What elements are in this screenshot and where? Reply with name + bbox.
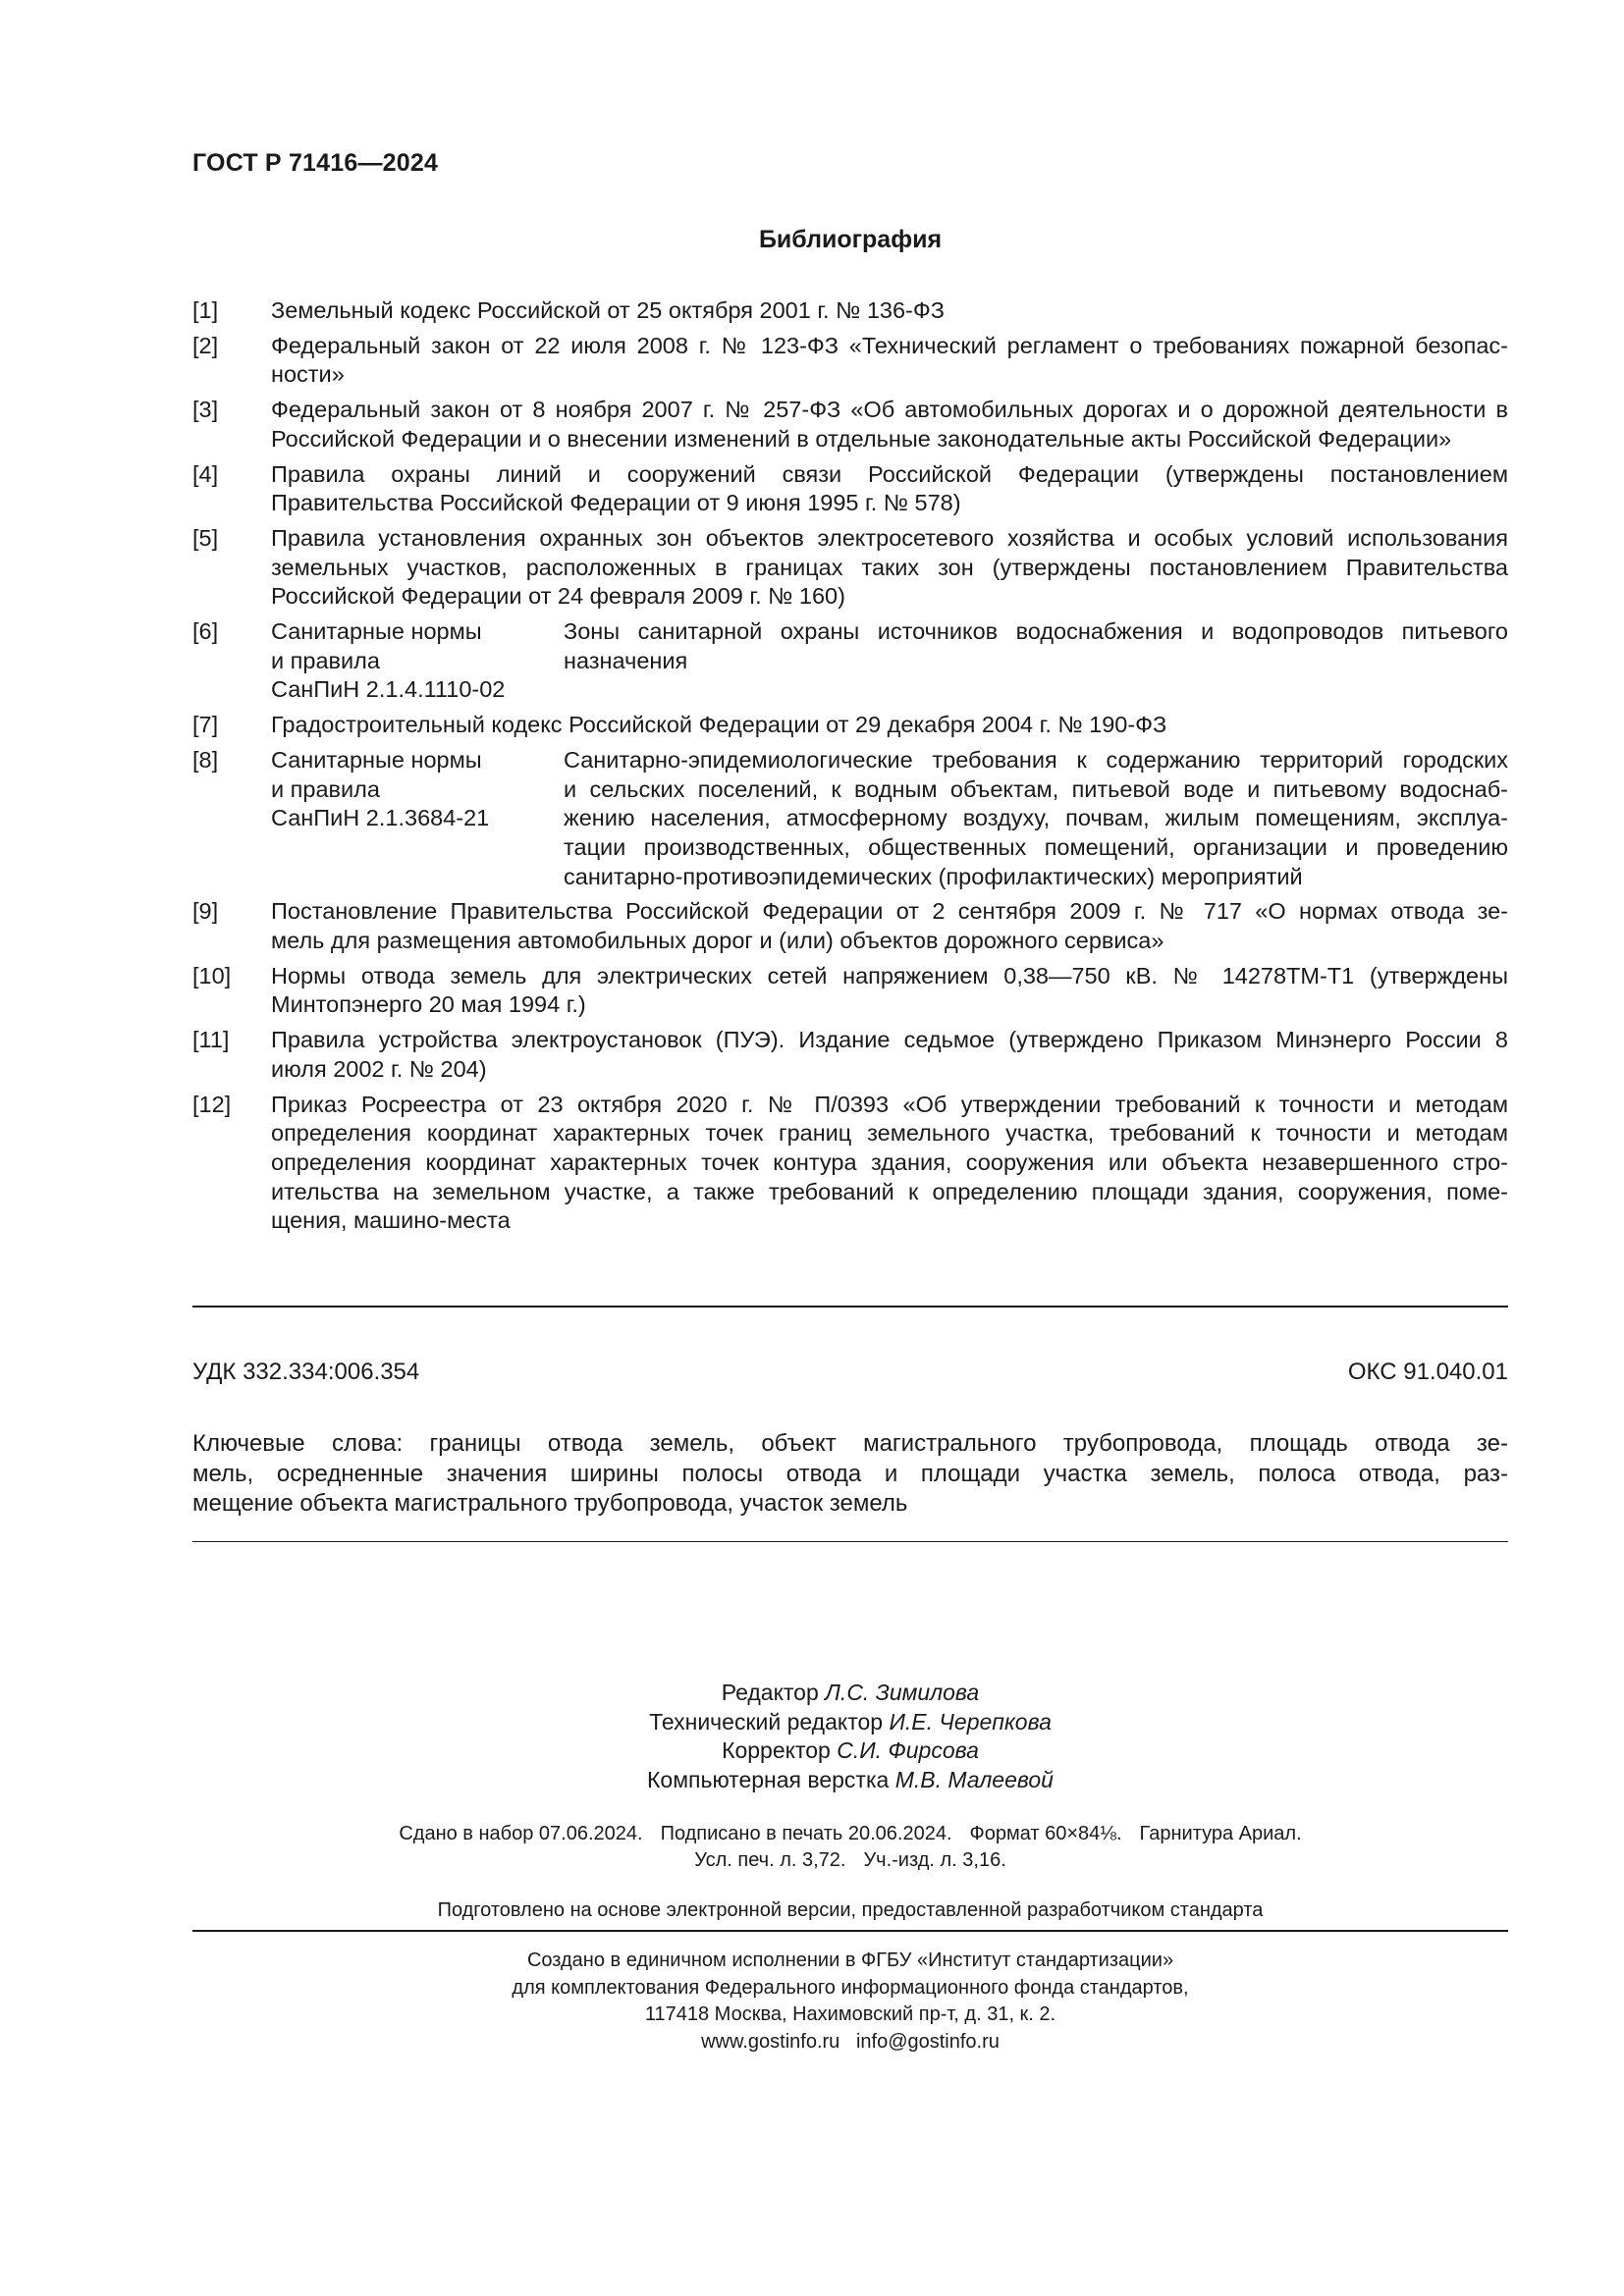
- bibliography-entry-number: [12]: [192, 1091, 232, 1117]
- bibliography-entry-line: Российской Федерации и о внесении изменений в отдельные законодательные акты Российской Федерации»: [271, 425, 1452, 452]
- bibliography-entry-line: мель для размещения автомобильных дорог и (или) объектов дорожного сервиса»: [271, 928, 1164, 954]
- bibliography-title: Библиография: [758, 226, 943, 253]
- bibliography-entry-number: [4]: [192, 460, 219, 487]
- bibliography-entry-text: [271, 1091, 1508, 1237]
- bibliography-entry: [192, 897, 1508, 955]
- bibliography-entry-line: определения координат характерных точек границ земельного участка, требований к точности и методам: [271, 1120, 1508, 1147]
- bibliography-entry-line: Градостроительный кодекс Российской Федерации от 29 декабря 2004 г. № 190-ФЗ: [271, 712, 1167, 738]
- document-code: ГОСТ Р 71416—2024: [192, 149, 439, 177]
- bibliography-entry-line: Зоны санитарной охраны источников водоснабжения и водопроводов питьевого: [564, 618, 1508, 645]
- bibliography-entry-document-type: [271, 746, 564, 892]
- bibliography-entry-line: жению населения, атмосферному воздуху, почвам, жилым помещениям, эксплуа-: [564, 805, 1508, 831]
- bibliography-entry-line: назначения: [564, 647, 688, 673]
- prepared-note: Подготовлено на основе электронной версии, предоставленной разработчиком стандарта: [437, 1899, 1264, 1921]
- bibliography-entry-text: [271, 524, 1508, 612]
- bibliography-entry-text: [271, 396, 1508, 454]
- bibliography-entry-text: [271, 1026, 1508, 1084]
- bibliography-entry-line: Приказ Росреестра от 23 октября 2020 г. № П/0393 «Об утверждении требований к точности и методам: [271, 1091, 1508, 1117]
- section-divider-bottom: [192, 1541, 1508, 1542]
- bibliography-entry-number: [2]: [192, 332, 219, 358]
- bibliography-entry-line: июля 2002 г. № 204): [271, 1055, 487, 1082]
- bibliography-entry-number: [6]: [192, 618, 219, 645]
- bibliography-entry: [192, 962, 1508, 1020]
- bibliography-entry: [192, 396, 1508, 454]
- bibliography-entry-line: Федеральный закон от 22 июля 2008 г. № 123-ФЗ «Технический регламент о требованиях пожарной безопас-: [271, 332, 1508, 358]
- bibliography-entry-line: Правила охраны линий и сооружений связи Российской Федерации (утверждены постановлением: [271, 460, 1508, 487]
- bibliography-entry: [192, 746, 1508, 892]
- bibliography-entry-line: ности»: [271, 361, 345, 388]
- credits-block: [192, 1679, 1508, 1794]
- created-line: Создано в единичном исполнении в ФГБУ «Институт стандартизации»: [526, 1949, 1174, 1971]
- credit-proofreader: Корректор С.И. Фирсова: [722, 1737, 979, 1763]
- keywords-line: мель, осредненные значения ширины полосы отвода и площади участка земель, полоса отвода, раз-: [192, 1460, 1508, 1487]
- contacts-line: [192, 2029, 1508, 2056]
- bibliography-entry: [192, 1091, 1508, 1237]
- bibliography-entry-line: и правила: [271, 775, 380, 802]
- bibliography-entry-text: [271, 296, 1508, 326]
- bibliography-entry-number: [7]: [192, 712, 219, 738]
- bibliography-entry-line: Правила устройства электроустановок (ПУЭ). Издание седьмое (утверждено Приказом Минэнерго России 8: [271, 1027, 1508, 1053]
- bibliography-entry-line: земельных участков, расположенных в границах таких зон (утверждены постановлением Правительства: [271, 554, 1508, 580]
- bibliography-entry-line: определения координат характерных точек контура здания, сооружения или объекта незавершенного стро-: [271, 1148, 1508, 1175]
- keywords-block: [192, 1429, 1508, 1520]
- keywords-line: Ключевые слова: границы отвода земель, объект магистрального трубопровода, площадь отвода зе-: [192, 1430, 1508, 1457]
- print-info-line-2: [192, 1847, 1508, 1874]
- bibliography-entry: [192, 711, 1508, 740]
- bibliography-entry-number: [8]: [192, 746, 219, 773]
- bibliography-entry-text: [271, 962, 1508, 1020]
- bibliography-entry-line: Правила установления охранных зон объектов электросетевого хозяйства и особых условий использования: [271, 524, 1508, 551]
- bibliography-entry: [192, 524, 1508, 612]
- bibliography-list: [192, 296, 1508, 1242]
- printed-sheets: Усл. печ. л. 3,72.: [694, 1849, 846, 1871]
- bibliography-entry-document-type: [271, 617, 564, 705]
- typeface: Гарнитура Ариал.: [1139, 1823, 1302, 1844]
- created-block: [192, 1948, 1508, 2056]
- bibliography-entry-text: [271, 332, 1508, 390]
- bibliography-entry-line: Постановление Правительства Российской Федерации от 2 сентября 2009 г. № 717 «О нормах отвода зе-: [271, 898, 1508, 925]
- bibliography-entry-number: [10]: [192, 962, 232, 988]
- bibliography-entry-number: [11]: [192, 1027, 230, 1053]
- bibliography-entry-number: [9]: [192, 898, 219, 925]
- bibliography-entry-text: [271, 460, 1508, 518]
- bibliography-entry: [192, 296, 1508, 326]
- oks-code: ОКС 91.040.01: [1347, 1359, 1508, 1385]
- signed-date: Подписано в печать 20.06.2024.: [660, 1823, 952, 1844]
- website-link[interactable]: www.gostinfo.ru: [701, 2030, 840, 2053]
- bibliography-entry-line: ительства на земельном участке, а также требований к определению площади здания, сооружения, поме-: [271, 1178, 1508, 1204]
- bibliography-entry: [192, 1026, 1508, 1084]
- bibliography-entry-line: Нормы отвода земель для электрических сетей напряжением 0,38—750 кВ. № 14278ТМ-Т1 (утверждены: [271, 962, 1508, 988]
- bibliography-entry-line: Санитарно-эпидемиологические требования к содержанию территорий городских: [564, 746, 1508, 773]
- credit-technical-editor: Технический редактор И.Е. Черепкова: [649, 1708, 1052, 1735]
- bibliography-entry-line: санитарно-противоэпидемических (профилактических) мероприятий: [564, 863, 1303, 889]
- publisher-sheets: Уч.-изд. л. 3,16.: [863, 1849, 1006, 1871]
- bibliography-entry-number: [3]: [192, 397, 219, 423]
- created-line: для комплектования Федерального информационного фонда стандартов,: [512, 1976, 1189, 1999]
- email-link[interactable]: info@gostinfo.ru: [855, 2030, 1000, 2053]
- section-divider-top: [192, 1306, 1508, 1308]
- bibliography-entry-line: и сельских поселений, к водным объектам, питьевой воде и питьевому водоснаб-: [564, 775, 1508, 802]
- bibliography-entry-line: Российской Федерации от 24 февраля 2009 г. № 160): [271, 583, 845, 610]
- bibliography-entry-document-title: [564, 617, 1508, 705]
- bibliography-entry-line: и правила: [271, 647, 380, 673]
- paper-format: Формат 60×84⅛.: [969, 1823, 1122, 1844]
- submitted-date: Сдано в набор 07.06.2024.: [399, 1823, 643, 1844]
- credit-layout: Компьютерная верстка М.В. Малеевой: [647, 1766, 1054, 1792]
- credit-editor: Редактор Л.С. Зимилова: [721, 1680, 980, 1705]
- created-line: 117418 Москва, Нахимовский пр-т, д. 31, к. 2.: [644, 2003, 1056, 2025]
- bibliography-entry: [192, 617, 1508, 705]
- bibliography-entry-line: Земельный кодекс Российской от 25 октября 2001 г. № 136-ФЗ: [271, 297, 945, 323]
- bibliography-entry-line: Федеральный закон от 8 ноября 2007 г. № 257-ФЗ «Об автомобильных дорогах и о дорожной деятельности в: [271, 397, 1508, 423]
- udc-code: УДК 332.334:006.354: [192, 1359, 420, 1385]
- bibliography-entry-line: щения, машино-места: [271, 1207, 511, 1234]
- bibliography-entry-line: СанПиН 2.1.3684-21: [271, 805, 490, 831]
- print-info: [192, 1821, 1508, 1874]
- bibliography-entry-line: Санитарные нормы: [271, 618, 482, 645]
- bibliography-entry-line: Минтопэнерго 20 мая 1994 г.): [271, 991, 586, 1018]
- bibliography-entry-text: [271, 711, 1508, 740]
- bibliography-entry-line: Правительства Российской Федерации от 9 июня 1995 г. № 578): [271, 490, 961, 516]
- bibliography-entry: [192, 332, 1508, 390]
- bibliography-entry-number: [5]: [192, 524, 219, 551]
- keywords-line: мещение объекта магистрального трубопровода, участок земель: [192, 1490, 908, 1517]
- bibliography-entry-text: [271, 897, 1508, 955]
- bibliography-entry-line: СанПиН 2.1.4.1110-02: [271, 676, 506, 703]
- imprint-divider: [192, 1930, 1508, 1932]
- bibliography-entry: [192, 460, 1508, 518]
- bibliography-entry-document-title: [564, 746, 1508, 892]
- bibliography-entry-number: [1]: [192, 297, 219, 323]
- bibliography-entry-line: тации производственных, общественных помещений, организации и проведению: [564, 833, 1508, 860]
- bibliography-entry-line: Санитарные нормы: [271, 746, 482, 773]
- print-info-line-1: [192, 1821, 1508, 1847]
